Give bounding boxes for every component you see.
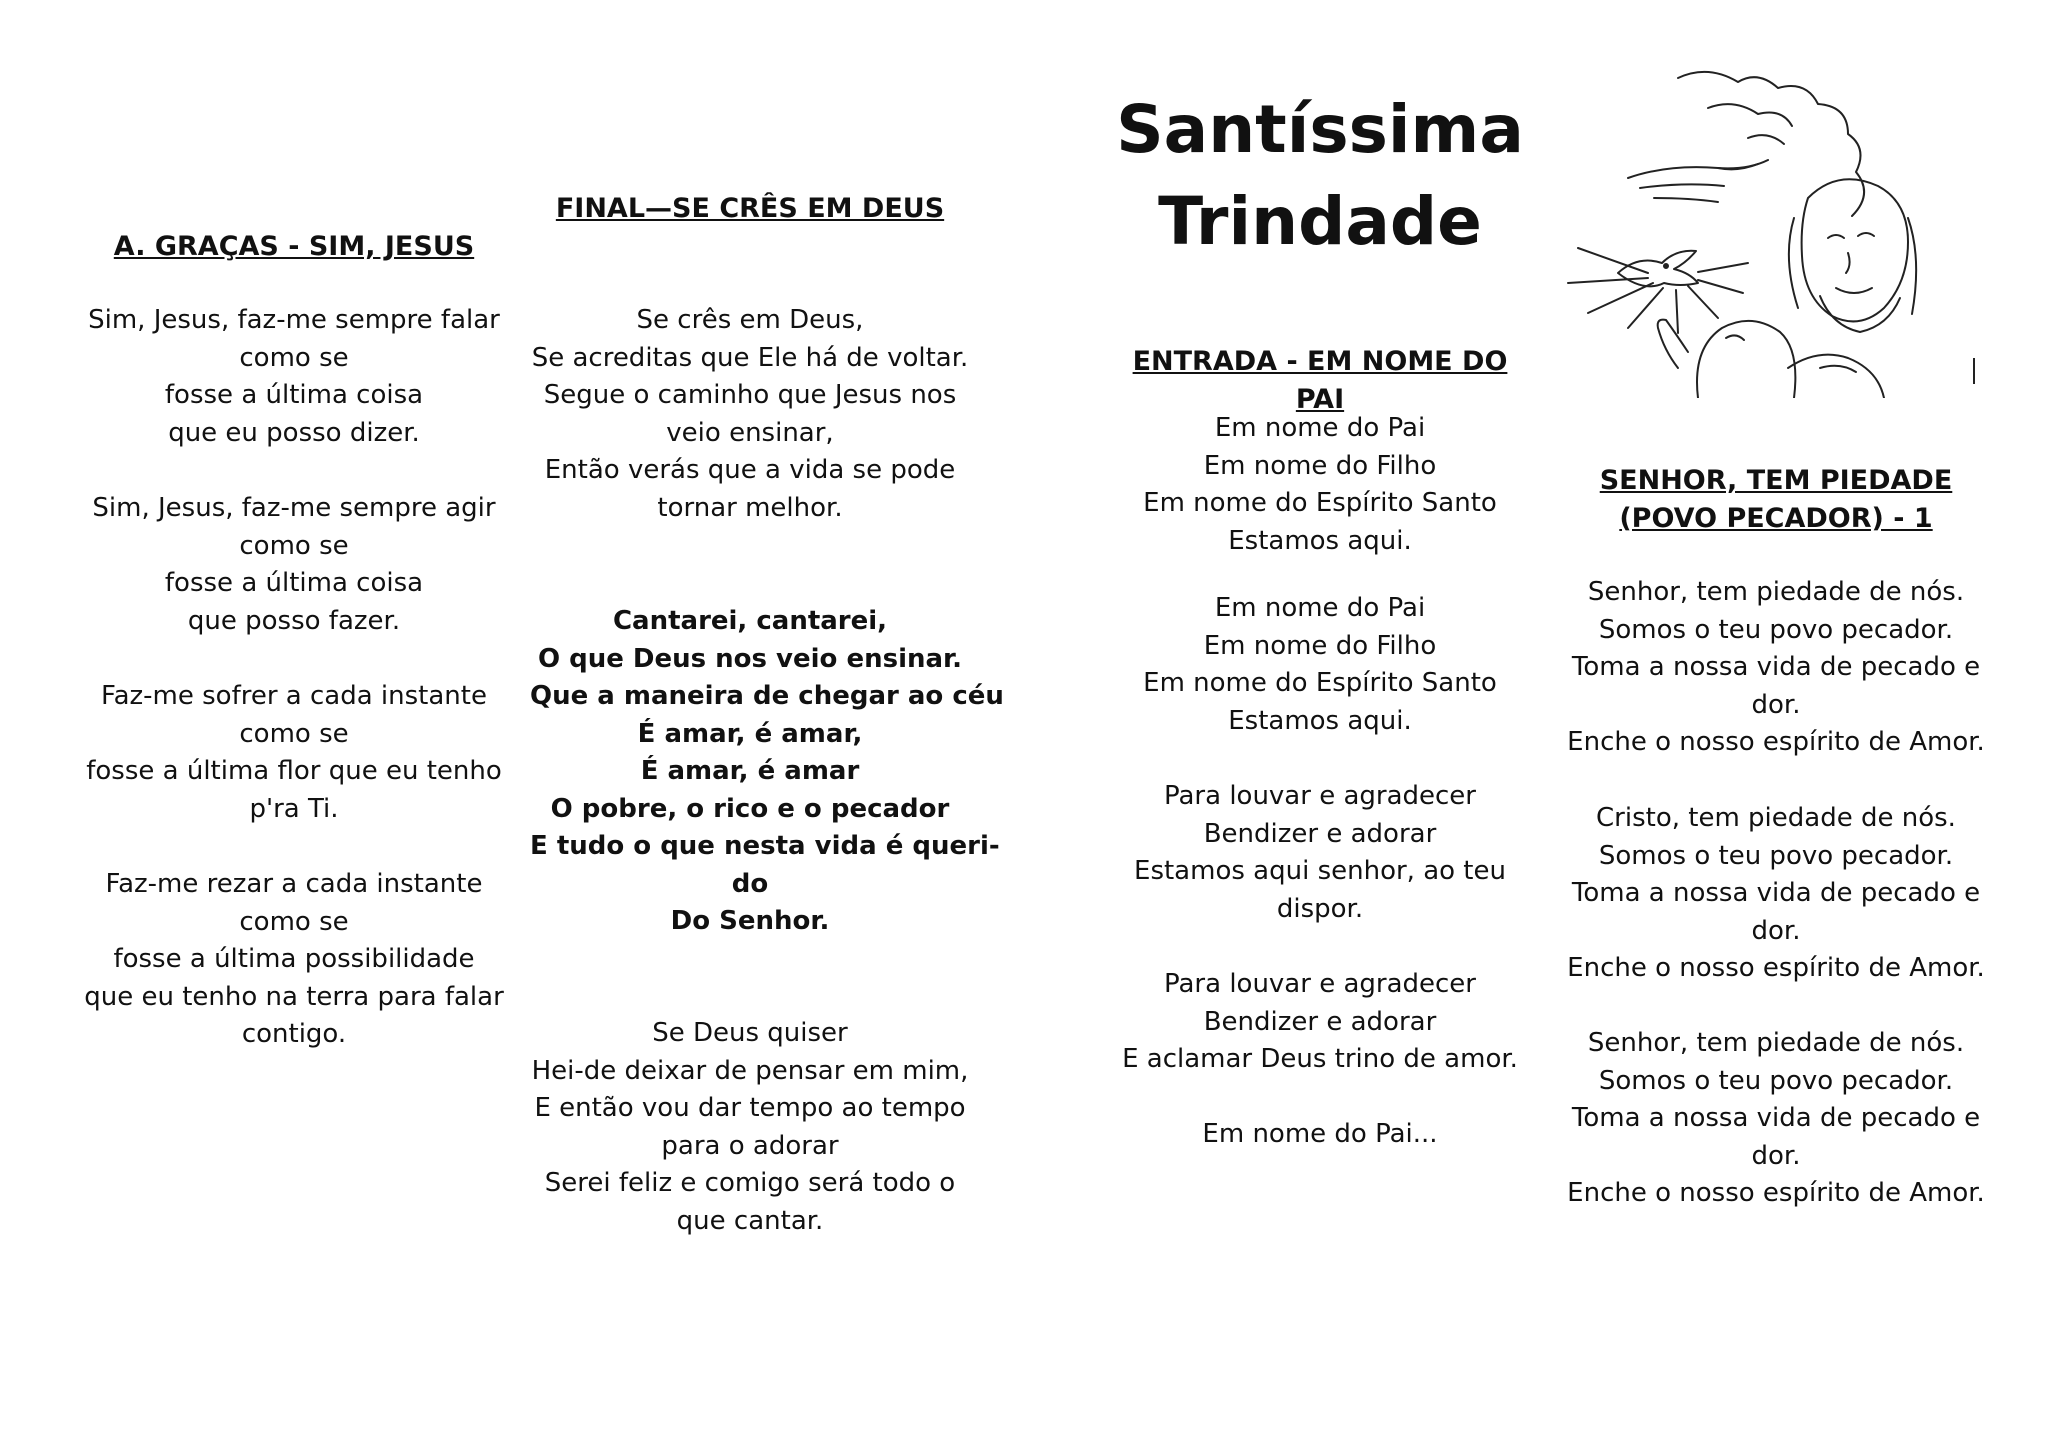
lyric-line: Para louvar e agradecer <box>1163 969 1476 999</box>
lyric-line: Senhor, tem piedade de nós. <box>1587 577 1965 607</box>
lyric-line: fosse a última possibilidade <box>113 944 475 974</box>
lyric-line: Somos o teu povo pecador. <box>1598 614 1954 645</box>
lyric-line: Estamos aqui. <box>1228 705 1412 736</box>
section-heading-entrada: ENTRADA - EM NOME DO PAI <box>1132 346 1508 415</box>
stanza <box>530 302 970 527</box>
lyric-line: Em nome do Filho <box>1203 450 1437 481</box>
lyric-line: Em nome do Espírito Santo <box>1143 488 1497 518</box>
lyric-line: O pobre, o rico e o pecador <box>550 793 950 824</box>
lyric-line: Serei feliz e comigo será todo o <box>544 1168 956 1198</box>
lyric-line: E aclamar Deus trino de amor. <box>1122 1044 1518 1074</box>
stanza <box>84 678 504 828</box>
lyric-line: Em nome do Pai... <box>1202 1119 1438 1149</box>
lyric-line: contigo. <box>241 1019 347 1049</box>
lyric-line: Toma a nossa vida de pecado e <box>1571 878 1981 908</box>
lyric-line: Faz-me rezar a cada instante <box>105 869 483 899</box>
lyric-line: Faz-me sofrer a cada instante <box>101 681 487 711</box>
lyric-line: O que Deus nos veio ensinar. <box>537 643 963 674</box>
lyric-line: Então verás que a vida se pode <box>544 455 956 485</box>
lyric-line: fosse a última coisa <box>164 380 424 410</box>
lyric-line: Segue o caminho que Jesus nos <box>543 380 957 410</box>
chorus <box>530 603 1004 941</box>
lyric-line: Bendizer e adorar <box>1203 818 1437 849</box>
stanza <box>1110 966 1530 1079</box>
lyric-line: dor. <box>1751 1140 1801 1171</box>
stanza <box>1556 574 1996 762</box>
lyric-line: que eu tenho na terra para falar <box>84 981 504 1012</box>
lyric-line: Se crês em Deus, <box>636 305 864 335</box>
trinity-illustration-icon <box>1558 68 1978 398</box>
lyric-line: dor. <box>1751 915 1801 946</box>
lyric-line: Em nome do Pai <box>1214 593 1426 623</box>
stanza <box>84 490 504 640</box>
lyric-line: Em nome do Filho <box>1203 630 1437 661</box>
section-heading-senhor <box>1556 462 1996 538</box>
heading-line: (POVO PECADOR) - 1 <box>1619 503 1933 534</box>
page-title <box>1100 84 1540 268</box>
heading-line: SENHOR, TEM PIEDADE <box>1599 465 1953 496</box>
lyric-line: como se <box>239 342 349 373</box>
lyric-line: Para louvar e agradecer <box>1163 781 1476 811</box>
lyric-line: que posso fazer. <box>187 605 401 636</box>
lyric-line: tornar melhor. <box>657 492 843 523</box>
lyric-line: Se acreditas que Ele há de voltar. <box>531 342 969 373</box>
stanza <box>530 1015 970 1240</box>
lyric-line: que eu posso dizer. <box>168 417 420 448</box>
lyric-line: Estamos aqui. <box>1228 525 1412 556</box>
lyric-line: Somos o teu povo pecador. <box>1598 840 1954 871</box>
lyric-line: Toma a nossa vida de pecado e <box>1571 1103 1981 1133</box>
lyric-line: Cristo, tem piedade de nós. <box>1596 803 1956 833</box>
lyric-line: dispor. <box>1276 893 1364 924</box>
lyric-line: veio ensinar, <box>666 417 834 448</box>
lyric-line: Se Deus quiser <box>652 1018 848 1048</box>
lyric-line: Somos o teu povo pecador. <box>1598 1065 1954 1096</box>
lyric-line: Do Senhor. <box>670 906 830 936</box>
lyric-line: Estamos aqui senhor, ao teu <box>1134 856 1506 886</box>
lyric-line: do <box>731 868 769 899</box>
lyric-line: p'ra Ti. <box>249 793 339 824</box>
lyric-line: E tudo o que nesta vida é queri- <box>530 831 1000 861</box>
lyric-line: Que a maneira de chegar ao céu <box>530 681 1004 711</box>
lyric-line: Sim, Jesus, faz-me sempre falar <box>88 305 500 335</box>
stanza <box>84 866 504 1054</box>
section-heading-final: FINAL—SE CRÊS EM DEUS <box>555 193 945 224</box>
lyric-line: Sim, Jesus, faz-me sempre agir <box>92 493 496 523</box>
lyric-line: Senhor, tem piedade de nós. <box>1587 1028 1965 1058</box>
lyric-line: É amar, é amar <box>640 756 860 786</box>
stanza <box>1110 590 1530 740</box>
lyric-line: Em nome do Pai <box>1214 413 1426 443</box>
lyric-line: como se <box>239 906 349 937</box>
lyric-line: para o adorar <box>661 1130 839 1161</box>
lyric-line: Enche o nosso espírito de Amor. <box>1567 1178 1985 1208</box>
lyric-line: como se <box>239 718 349 749</box>
section-heading-agracas: A. GRAÇAS - SIM, JESUS <box>113 231 475 262</box>
stanza <box>1110 1116 1530 1154</box>
lyric-line: Hei-de deixar de pensar em mim, <box>531 1055 969 1086</box>
lyric-line: Cantarei, cantarei, <box>612 606 888 636</box>
lyric-line: que cantar. <box>676 1205 824 1236</box>
stanza <box>84 302 504 452</box>
lyric-line: como se <box>239 530 349 561</box>
lyric-line: Bendizer e adorar <box>1203 1006 1437 1037</box>
lyric-line: fosse a última flor que eu tenho <box>86 756 502 786</box>
stanza <box>1110 778 1530 928</box>
lyric-line: Enche o nosso espírito de Amor. <box>1567 953 1985 983</box>
lyric-line: dor. <box>1751 689 1801 720</box>
stanza <box>1110 410 1530 560</box>
lyric-line: Em nome do Espírito Santo <box>1143 668 1497 698</box>
title-line: Santíssima <box>1116 91 1524 168</box>
lyric-line: E então vou dar tempo ao tempo <box>534 1093 966 1123</box>
title-line: Trindade <box>1158 183 1482 260</box>
lyric-line: É amar, é amar, <box>637 718 863 749</box>
stanza <box>1556 800 1996 988</box>
lyric-line: fosse a última coisa <box>164 568 424 598</box>
lyric-line: Enche o nosso espírito de Amor. <box>1567 727 1985 757</box>
lyric-line: Toma a nossa vida de pecado e <box>1571 652 1981 682</box>
stanza <box>1556 1025 1996 1213</box>
